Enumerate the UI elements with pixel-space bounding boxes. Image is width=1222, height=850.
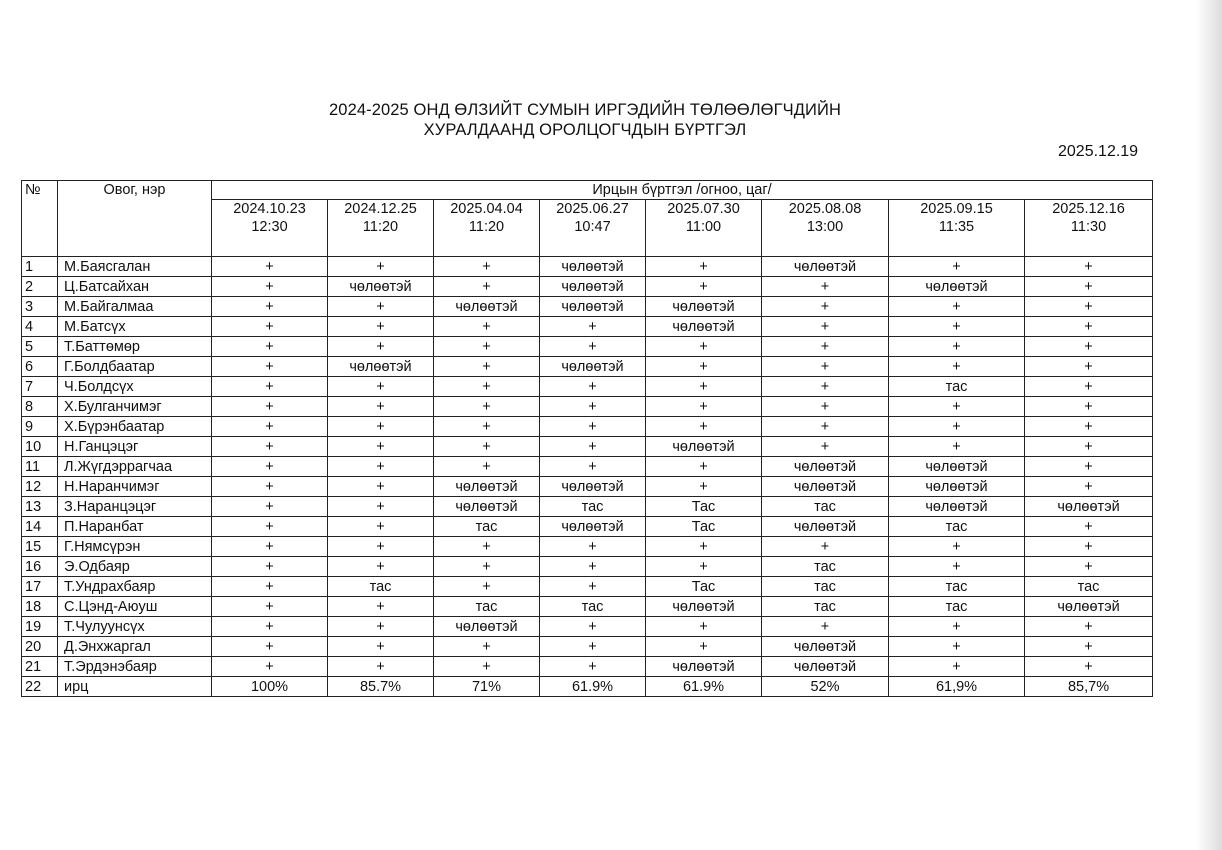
attendance-cell: чөлөөтэй: [646, 317, 762, 337]
attendance-cell: +: [646, 377, 762, 397]
attendance-cell: +: [434, 317, 540, 337]
row-number: 4: [22, 317, 58, 337]
attendance-cell: 52%: [762, 677, 889, 697]
attendance-cell: +: [328, 597, 434, 617]
attendance-cell: 85,7%: [1025, 677, 1153, 697]
session-header: [434, 200, 540, 257]
table-row: [22, 357, 1153, 377]
attendance-cell: +: [1025, 297, 1153, 317]
attendance-cell: чөлөөтэй: [646, 597, 762, 617]
attendance-cell: +: [889, 317, 1025, 337]
attendance-cell: +: [212, 417, 328, 437]
member-name: Т.Баттөмөр: [58, 337, 212, 357]
session-time: 13:00: [806, 219, 844, 235]
table-row: [22, 477, 1153, 497]
member-name: Л.Жүгдэррагчаа: [58, 457, 212, 477]
session-header: [328, 200, 434, 257]
attendance-cell: +: [540, 557, 646, 577]
session-time: 10:47: [574, 219, 611, 235]
member-name: Ц.Батсайхан: [58, 277, 212, 297]
attendance-cell: +: [212, 597, 328, 617]
attendance-cell: +: [646, 457, 762, 477]
attendance-cell: +: [540, 397, 646, 417]
row-number: 21: [22, 657, 58, 677]
attendance-cell: +: [889, 337, 1025, 357]
attendance-cell: +: [434, 457, 540, 477]
attendance-cell: +: [762, 377, 889, 397]
attendance-cell: +: [1025, 537, 1153, 557]
table-row: [22, 657, 1153, 677]
member-name: З.Наранцэцэг: [58, 497, 212, 517]
attendance-cell: +: [646, 637, 762, 657]
attendance-cell: тас: [762, 497, 889, 517]
attendance-cell: +: [540, 337, 646, 357]
attendance-cell: тас: [434, 517, 540, 537]
row-number: 11: [22, 457, 58, 477]
attendance-cell: +: [889, 557, 1025, 577]
attendance-cell: +: [1025, 317, 1153, 337]
table-row: [22, 257, 1153, 277]
attendance-cell: +: [1025, 357, 1153, 377]
attendance-cell: +: [1025, 617, 1153, 637]
header-row: [22, 181, 1153, 200]
attendance-cell: +: [646, 357, 762, 377]
table-row: [22, 617, 1153, 637]
header-attendance-group: Ирцын бүртгэл /огноо, цаг/: [212, 181, 1153, 200]
attendance-cell: +: [1025, 437, 1153, 457]
session-date: 2025.09.15: [920, 201, 993, 217]
attendance-cell: +: [1025, 257, 1153, 277]
table-row: [22, 277, 1153, 297]
attendance-cell: +: [212, 357, 328, 377]
attendance-cell: +: [646, 277, 762, 297]
member-name: М.Баясгалан: [58, 257, 212, 277]
attendance-cell: тас: [889, 597, 1025, 617]
session-header: [646, 200, 762, 257]
attendance-cell: тас: [762, 597, 889, 617]
attendance-cell: +: [212, 557, 328, 577]
member-name: Н.Наранчимэг: [58, 477, 212, 497]
attendance-cell: +: [328, 477, 434, 497]
member-name: Ч.Болдсүх: [58, 377, 212, 397]
attendance-cell: чөлөөтэй: [434, 477, 540, 497]
attendance-cell: +: [434, 337, 540, 357]
row-number: 16: [22, 557, 58, 577]
session-date: 2025.08.08: [788, 201, 862, 217]
attendance-cell: 61,9%: [889, 677, 1025, 697]
attendance-cell: +: [646, 337, 762, 357]
member-name: Х.Бүрэнбаатар: [58, 417, 212, 437]
attendance-cell: +: [889, 297, 1025, 317]
session-date: 2025.04.04: [450, 201, 523, 217]
attendance-cell: чөлөөтэй: [540, 357, 646, 377]
attendance-cell: +: [328, 457, 434, 477]
attendance-cell: +: [762, 617, 889, 637]
attendance-cell: +: [646, 537, 762, 557]
session-time: 12:30: [251, 219, 288, 235]
table-row: [22, 557, 1153, 577]
row-number: 5: [22, 337, 58, 357]
attendance-cell: чөлөөтэй: [540, 297, 646, 317]
header-name: Овог, нэр: [58, 181, 212, 257]
attendance-cell: Тас: [646, 517, 762, 537]
attendance-cell: тас: [889, 377, 1025, 397]
member-name: Д.Энхжаргал: [58, 637, 212, 657]
member-name: Т.Эрдэнэбаяр: [58, 657, 212, 677]
table-row: [22, 637, 1153, 657]
attendance-cell: +: [646, 477, 762, 497]
member-name: Г.Болдбаатар: [58, 357, 212, 377]
attendance-cell: чөлөөтэй: [434, 617, 540, 637]
attendance-cell: +: [1025, 397, 1153, 417]
attendance-cell: чөлөөтэй: [1025, 597, 1153, 617]
attendance-cell: +: [328, 297, 434, 317]
attendance-cell: +: [434, 657, 540, 677]
session-date: 2025.12.16: [1052, 201, 1125, 217]
attendance-cell: +: [434, 397, 540, 417]
table-row: [22, 497, 1153, 517]
attendance-cell: +: [762, 297, 889, 317]
table-row: [22, 457, 1153, 477]
attendance-cell: +: [1025, 557, 1153, 577]
table-row: [22, 377, 1153, 397]
row-number: 10: [22, 437, 58, 457]
attendance-cell: +: [434, 377, 540, 397]
attendance-cell: тас: [762, 557, 889, 577]
attendance-cell: +: [434, 437, 540, 457]
attendance-cell: тас: [540, 597, 646, 617]
table-row: [22, 337, 1153, 357]
row-number: 12: [22, 477, 58, 497]
member-name: П.Наранбат: [58, 517, 212, 537]
attendance-table: [21, 180, 1153, 697]
attendance-cell: +: [1025, 277, 1153, 297]
attendance-cell: +: [540, 317, 646, 337]
attendance-cell: чөлөөтэй: [762, 457, 889, 477]
attendance-cell: чөлөөтэй: [646, 297, 762, 317]
row-number: 18: [22, 597, 58, 617]
attendance-cell: +: [646, 417, 762, 437]
table-row: [22, 577, 1153, 597]
attendance-cell: чөлөөтэй: [646, 437, 762, 457]
document-title-line-2: ХУРАЛДААНД ОРОЛЦОГЧДЫН БҮРТГЭЛ: [423, 121, 747, 139]
session-date: 2025.06.27: [556, 201, 629, 217]
attendance-cell: тас: [889, 577, 1025, 597]
attendance-cell: +: [212, 297, 328, 317]
attendance-cell: +: [1025, 417, 1153, 437]
attendance-cell: +: [646, 257, 762, 277]
attendance-cell: +: [889, 637, 1025, 657]
attendance-cell: +: [212, 277, 328, 297]
attendance-cell: 100%: [212, 677, 328, 697]
attendance-cell: чөлөөтэй: [762, 637, 889, 657]
attendance-cell: +: [540, 637, 646, 657]
attendance-cell: чөлөөтэй: [762, 257, 889, 277]
attendance-cell: +: [646, 557, 762, 577]
attendance-cell: чөлөөтэй: [1025, 497, 1153, 517]
row-number: 17: [22, 577, 58, 597]
table-row: [22, 437, 1153, 457]
attendance-cell: +: [212, 437, 328, 457]
attendance-cell: +: [1025, 637, 1153, 657]
session-time: 11:20: [362, 219, 399, 235]
attendance-cell: +: [540, 417, 646, 437]
attendance-cell: чөлөөтэй: [328, 357, 434, 377]
table-row: [22, 597, 1153, 617]
attendance-cell: +: [434, 637, 540, 657]
attendance-cell: +: [762, 357, 889, 377]
row-number: 8: [22, 397, 58, 417]
attendance-cell: чөлөөтэй: [646, 657, 762, 677]
attendance-cell: +: [889, 617, 1025, 637]
row-number: 9: [22, 417, 58, 437]
attendance-cell: +: [540, 437, 646, 457]
attendance-cell: чөлөөтэй: [762, 477, 889, 497]
attendance-cell: +: [212, 517, 328, 537]
attendance-cell: +: [889, 537, 1025, 557]
attendance-cell: +: [1025, 517, 1153, 537]
attendance-cell: +: [328, 557, 434, 577]
attendance-cell: +: [212, 397, 328, 417]
row-number: 22: [22, 677, 58, 697]
attendance-cell: чөлөөтэй: [762, 657, 889, 677]
row-number: 19: [22, 617, 58, 637]
row-number: 2: [22, 277, 58, 297]
attendance-cell: +: [434, 537, 540, 557]
attendance-cell: +: [889, 437, 1025, 457]
session-header: [212, 200, 328, 257]
attendance-cell: тас: [762, 577, 889, 597]
attendance-cell: Тас: [646, 577, 762, 597]
member-name: ирц: [58, 677, 212, 697]
attendance-cell: +: [328, 657, 434, 677]
session-header: [762, 200, 889, 257]
attendance-cell: +: [762, 397, 889, 417]
table-row: [22, 517, 1153, 537]
attendance-cell: чөлөөтэй: [889, 477, 1025, 497]
attendance-cell: +: [212, 317, 328, 337]
attendance-cell: +: [328, 337, 434, 357]
row-number: 7: [22, 377, 58, 397]
row-number: 15: [22, 537, 58, 557]
attendance-cell: +: [762, 437, 889, 457]
attendance-cell: +: [328, 637, 434, 657]
member-name: Г.Нямсүрэн: [58, 537, 212, 557]
attendance-cell: +: [212, 257, 328, 277]
attendance-cell: тас: [434, 597, 540, 617]
attendance-cell: +: [212, 537, 328, 557]
attendance-cell: +: [328, 317, 434, 337]
session-date: 2024.10.23: [233, 201, 306, 217]
attendance-cell: +: [434, 577, 540, 597]
attendance-cell: +: [540, 657, 646, 677]
member-name: С.Цэнд-Аюуш: [58, 597, 212, 617]
attendance-cell: +: [762, 277, 889, 297]
attendance-cell: +: [889, 417, 1025, 437]
attendance-cell: +: [540, 577, 646, 597]
row-number: 6: [22, 357, 58, 377]
session-time: 11:00: [685, 219, 722, 235]
member-name: Т.Чулуунсүх: [58, 617, 212, 637]
row-number: 14: [22, 517, 58, 537]
attendance-cell: тас: [1025, 577, 1153, 597]
attendance-cell: +: [889, 657, 1025, 677]
attendance-cell: +: [889, 397, 1025, 417]
attendance-cell: 61.9%: [646, 677, 762, 697]
attendance-cell: +: [212, 577, 328, 597]
attendance-cell: +: [434, 417, 540, 437]
attendance-cell: +: [328, 497, 434, 517]
attendance-cell: 85.7%: [328, 677, 434, 697]
attendance-cell: +: [1025, 477, 1153, 497]
attendance-cell: +: [434, 557, 540, 577]
document-title-line-1: 2024-2025 ОНД ӨЛЗИЙТ СУМЫН ИРГЭДИЙН ТӨЛӨӨЛӨГЧДИЙН: [329, 101, 841, 119]
attendance-cell: +: [212, 457, 328, 477]
attendance-cell: +: [889, 257, 1025, 277]
attendance-cell: +: [212, 477, 328, 497]
attendance-cell: +: [1025, 377, 1153, 397]
attendance-cell: тас: [540, 497, 646, 517]
attendance-cell: +: [762, 337, 889, 357]
row-number: 1: [22, 257, 58, 277]
attendance-cell: +: [1025, 337, 1153, 357]
attendance-cell: +: [328, 417, 434, 437]
attendance-cell: 61.9%: [540, 677, 646, 697]
attendance-table-body: [22, 257, 1153, 697]
attendance-cell: +: [434, 257, 540, 277]
attendance-cell: +: [762, 417, 889, 437]
member-name: М.Батсүх: [58, 317, 212, 337]
session-header: [889, 200, 1025, 257]
attendance-cell: +: [328, 537, 434, 557]
session-time: 11:30: [1070, 219, 1107, 235]
member-name: М.Байгалмаа: [58, 297, 212, 317]
row-number: 3: [22, 297, 58, 317]
attendance-cell: 71%: [434, 677, 540, 697]
attendance-cell: +: [212, 657, 328, 677]
attendance-cell: +: [540, 457, 646, 477]
attendance-cell: чөлөөтэй: [540, 477, 646, 497]
table-row: [22, 417, 1153, 437]
session-header: [540, 200, 646, 257]
member-name: Э.Одбаяр: [58, 557, 212, 577]
member-name: Х.Булганчимэг: [58, 397, 212, 417]
attendance-cell: чөлөөтэй: [540, 257, 646, 277]
attendance-cell: +: [540, 537, 646, 557]
attendance-cell: чөлөөтэй: [889, 457, 1025, 477]
attendance-cell: +: [540, 617, 646, 637]
attendance-cell: +: [328, 517, 434, 537]
attendance-cell: +: [762, 537, 889, 557]
attendance-cell: +: [1025, 457, 1153, 477]
attendance-cell: +: [328, 397, 434, 417]
attendance-cell: тас: [889, 517, 1025, 537]
attendance-cell: +: [434, 277, 540, 297]
document-date: 2025.12.19: [1058, 143, 1139, 160]
attendance-cell: +: [646, 617, 762, 637]
attendance-cell: +: [646, 397, 762, 417]
attendance-cell: +: [212, 637, 328, 657]
attendance-cell: +: [540, 377, 646, 397]
attendance-cell: чөлөөтэй: [540, 277, 646, 297]
attendance-cell: чөлөөтэй: [889, 277, 1025, 297]
attendance-cell: +: [328, 257, 434, 277]
row-number: 13: [22, 497, 58, 517]
session-time: 11:20: [468, 219, 505, 235]
attendance-cell: Тас: [646, 497, 762, 517]
session-date: 2025.07.30: [667, 201, 740, 217]
table-row: [22, 297, 1153, 317]
attendance-cell: +: [212, 497, 328, 517]
attendance-cell: +: [889, 357, 1025, 377]
session-time: 11:35: [938, 219, 975, 235]
attendance-cell: +: [212, 617, 328, 637]
attendance-cell: тас: [328, 577, 434, 597]
header-number: №: [22, 181, 58, 257]
member-name: Н.Ганцэцэг: [58, 437, 212, 457]
attendance-cell: чөлөөтэй: [762, 517, 889, 537]
member-name: Т.Ундрахбаяр: [58, 577, 212, 597]
table-row: [22, 397, 1153, 417]
attendance-cell: +: [212, 337, 328, 357]
session-header: [1025, 200, 1153, 257]
table-row: [22, 677, 1153, 697]
attendance-cell: +: [328, 377, 434, 397]
page-edge-shadow: [1196, 0, 1222, 850]
attendance-cell: чөлөөтэй: [434, 497, 540, 517]
attendance-cell: чөлөөтэй: [328, 277, 434, 297]
row-number: 20: [22, 637, 58, 657]
attendance-cell: +: [212, 377, 328, 397]
attendance-cell: чөлөөтэй: [889, 497, 1025, 517]
attendance-cell: +: [328, 617, 434, 637]
attendance-cell: +: [762, 317, 889, 337]
attendance-cell: чөлөөтэй: [540, 517, 646, 537]
table-row: [22, 537, 1153, 557]
attendance-cell: +: [328, 437, 434, 457]
session-date: 2024.12.25: [344, 201, 417, 217]
attendance-cell: +: [1025, 657, 1153, 677]
attendance-cell: чөлөөтэй: [434, 297, 540, 317]
table-row: [22, 317, 1153, 337]
attendance-cell: +: [434, 357, 540, 377]
